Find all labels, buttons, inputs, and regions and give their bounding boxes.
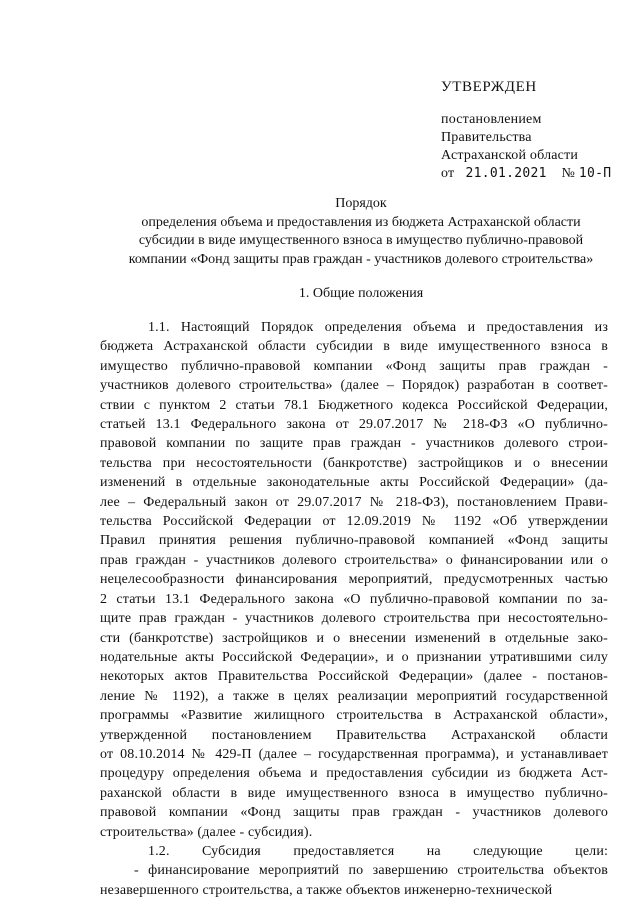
body-line: утвержденной постановлением Правительства Астраханской области [100,727,608,743]
approved-heading: УТВЕРЖДЕН [441,79,537,95]
body-line: щите прав граждан - участников долевого строительства при несостоятельно- [100,611,608,627]
body-line: имущество публично-правовой компании «Фонд защиты прав граждан - [100,358,608,374]
body-line: 1.1. Настоящий Порядок определения объема и предоставления из [148,320,608,335]
body-line: бюджета Астраханской области субсидии в виде имущественного взноса в [100,339,608,355]
approval-block [441,78,611,183]
body-line: лее – Федеральный закон от 29.07.2017 № 218-ФЗ), постановлением Прави- [100,494,608,510]
body-line: строительства» (далее - субсидия). [100,824,313,840]
number-prefix: № [561,166,576,181]
approval-date-line [441,165,611,183]
body-line: ление № 1192), а также в целях реализации мероприятий государственной [100,688,608,704]
body-line: тельства Российской Федерации от 12.09.2019 № 1192 «Об утверждении [100,514,608,530]
date-prefix: от [441,166,455,181]
body-line: тельства при несостоятельности (банкротстве) застройщиков и о внесении [100,455,608,471]
title-heading: Порядок [335,196,387,211]
body-line: нецелесообразности финансирования мероприятий, предусмотренных частью [100,572,608,588]
body-line: правовой компании по защите прав граждан - участников долевого строи- [100,436,608,452]
approval-line: Правительства [441,130,532,145]
body-line: прав граждан - участников долевого строительства» о финансировании или о [100,552,608,568]
body-line: от 08.10.2014 № 429-П (далее – государственная программа), и устанавливает [100,746,608,762]
body-line: - финансирование мероприятий по завершению строительства объектов [134,863,608,879]
body-line: сти (банкротстве) застройщиков и о внесении изменений в отдельные зако- [100,630,608,646]
body-line: ствии с пунктом 2 статьи 78.1 Бюджетного кодекса Российской Федерации, [100,397,608,413]
title-line: определения объема и предоставления из бюджета Астраханской области [141,214,581,230]
body-line: статьей 13.1 Федерального закона от 29.07.2017 № 218-ФЗ «О публично- [100,417,608,433]
section-heading: 1. Общие положения [298,286,424,301]
body-line: программы «Развитие жилищного строительства в Астраханской области», [100,708,608,724]
body-line: 1.2. Субсидия предоставляется на следующие цели: [148,843,608,859]
document-title [96,195,626,269]
approval-line: постановлением [441,112,542,127]
body-line: изменений в отдельные законодательные акты Российской Федерации» (да- [100,475,608,491]
body-line: незавершенного строительства, а также объектов инженерно-технической [100,882,553,898]
title-line: компании «Фонд защиты прав граждан - участников долевого строительства» [128,251,594,267]
body-line: раханской области в виде имущественного взноса в имущество публично- [100,785,608,801]
approval-date: 21.01.2021 [465,166,547,181]
body-line: нодательные акты Российской Федерации», и о признании утратившими силу [100,649,608,665]
body-text [100,318,608,900]
body-line: некоторых актов Правительства Российской Федерации» (далее - постанов- [100,669,608,685]
title-line: субсидии в виде имущественного взноса в имущество публично-правовой [138,233,584,248]
body-line: процедуру определения объема и предоставления субсидии из бюджета Аст- [100,766,608,782]
body-line: Правил принятия решения публично-правовой компанией «Фонд защиты [100,533,608,549]
body-line: участников долевого строительства» (далее – Порядок) разработан в соответ- [100,378,608,394]
approval-number: 10-П [578,166,612,181]
body-line: 2 статьи 13.1 Федерального закона «О публично-правовой компании по за- [100,591,608,607]
approval-line: Астраханской области [441,148,579,163]
body-line: правовой компании «Фонд защиты прав граждан - участников долевого [100,805,608,821]
